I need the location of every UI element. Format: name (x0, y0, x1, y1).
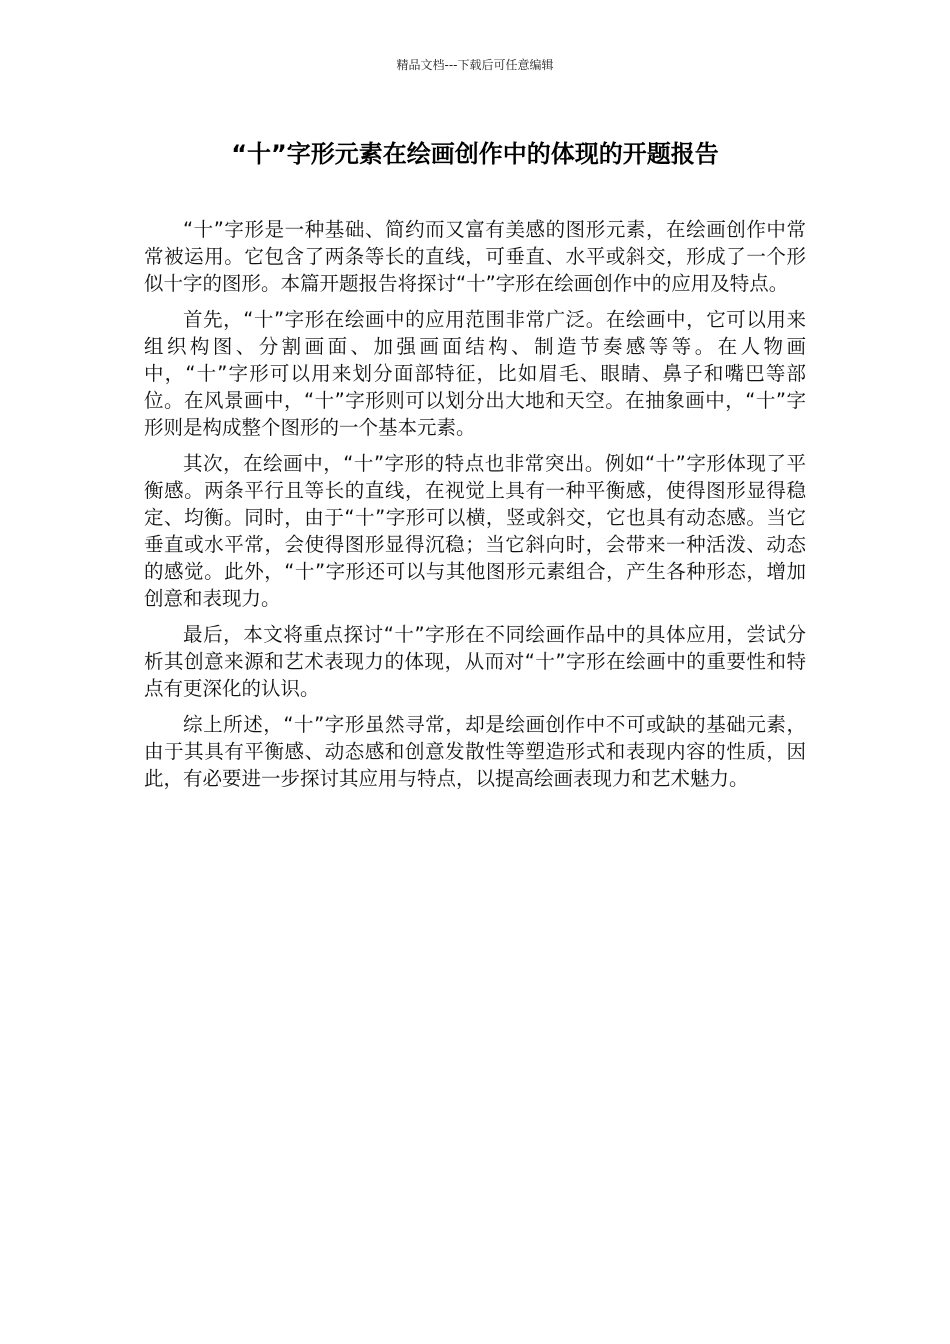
paragraph-summary: 综上所述，“十”字形虽然寻常，却是绘画创作中不可或缺的基础元素，由于其具有平衡感、动态感和创意发散性等塑造形式和表现内容的性质，因此，有必要进一步探讨其应用与特点，以提高绘画表现力和艺术魅力。 (144, 713, 806, 790)
paragraph-first: 首先，“十”字形在绘画中的应用范围非常广泛。在绘画中，它可以用来组织构图、分割画面、加强画面结构、制造节奏感等等。在人物画中，“十”字形可以用来划分面部特征，比如眉毛、眼睛、鼻子和嘴巴等部位。在风景画中，“十”字形则可以划分出大地和天空。在抽象画中，“十”字形则是构成整个图形的一个基本元素。 (144, 308, 806, 439)
paragraph-second: 其次，在绘画中，“十”字形的特点也非常突出。例如“十”字形体现了平衡感。两条平行且等长的直线，在视觉上具有一种平衡感，使得图形显得稳定、均衡。同时，由于“十”字形可以横，竖或斜交，它也具有动态感。当它垂直或水平常，会使得图形显得沉稳；当它斜向时，会带来一种活泼、动态的感觉。此外，“十”字形还可以与其他图形元素组合，产生各种形态，增加创意和表现力。 (144, 452, 806, 610)
header-note: 精品文档---下载后可任意编辑 (396, 58, 554, 72)
paragraph-intro: “十”字形是一种基础、简约而又富有美感的图形元素，在绘画创作中常常被运用。它包含了两条等长的直线，可垂直、水平或斜交，形成了一个形似十字的图形。本篇开题报告将探讨“十”字形在绘画创作中的应用及特点。 (144, 218, 806, 295)
document-title: “十”字形元素在绘画创作中的体现的开题报告 (231, 140, 719, 168)
paragraph-last: 最后，本文将重点探讨“十”字形在不同绘画作品中的具体应用，尝试分析其创意来源和艺术表现力的体现，从而对“十”字形在绘画中的重要性和特点有更深化的认识。 (144, 623, 806, 700)
document-body (144, 216, 806, 801)
